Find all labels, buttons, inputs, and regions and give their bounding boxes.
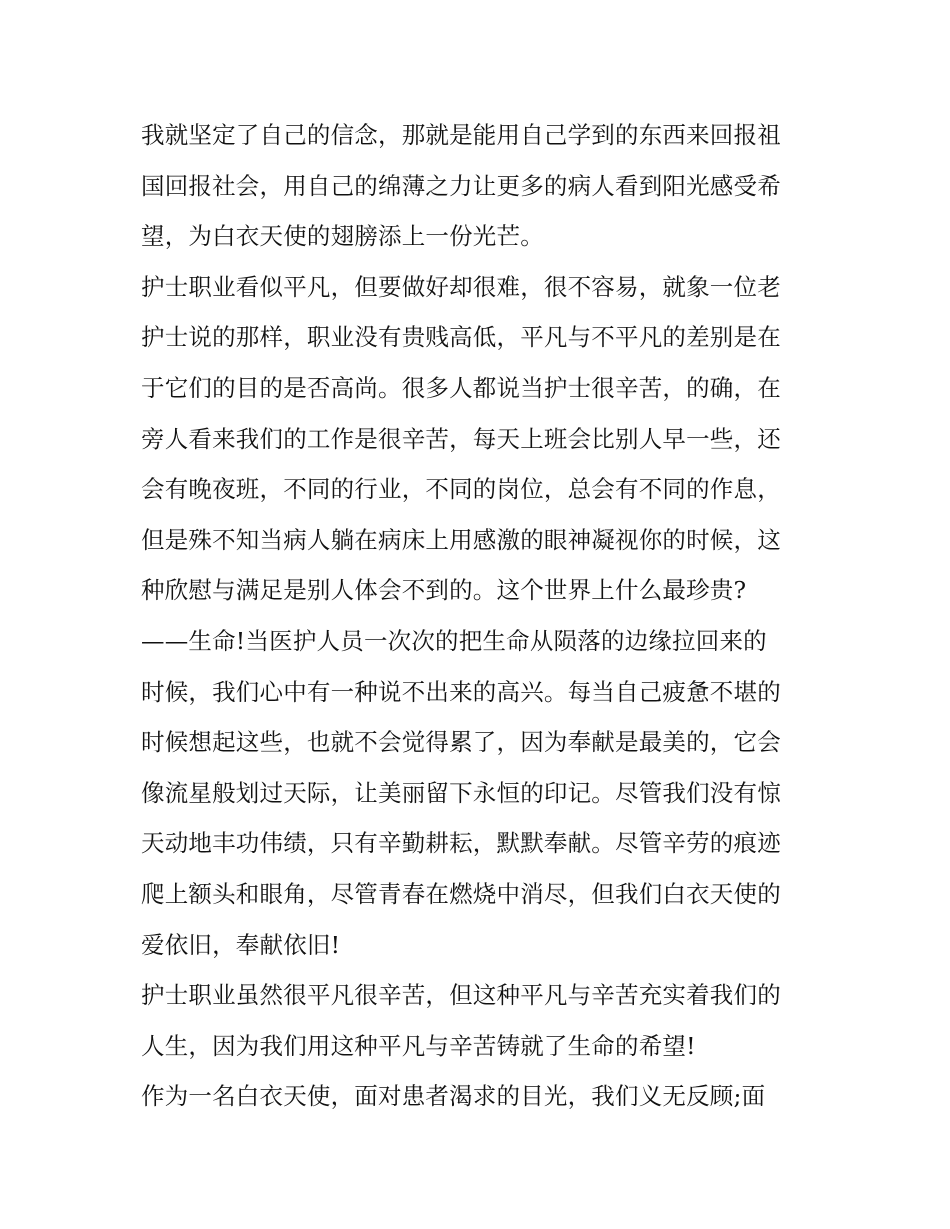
text-line: 时候，我们心中有一种说不出来的高兴。每当自己疲惫不堪的 <box>141 677 781 706</box>
text-line: 作为一名白衣天使，面对患者渴求的目光，我们义无反顾;面 <box>141 1082 766 1111</box>
text-line: 天动地丰功伟绩，只有辛勤耕耘，默默奉献。尽管辛劳的痕迹 <box>141 829 781 858</box>
text-line: 护士职业虽然很平凡很辛苦，但这种平凡与辛苦充实着我们的 <box>141 981 781 1010</box>
text-line: 爬上额头和眼角，尽管青春在燃烧中消尽，但我们白衣天使的 <box>141 879 781 908</box>
text-line: 种欣慰与满足是别人体会不到的。这个世界上什么最珍贵? <box>141 576 747 605</box>
text-line: 会有晚夜班，不同的行业，不同的岗位，总会有不同的作息， <box>141 475 781 504</box>
text-line: 像流星般划过天际，让美丽留下永恒的印记。尽管我们没有惊 <box>141 778 781 807</box>
text-line: 护士职业看似平凡，但要做好却很难，很不容易，就象一位老 <box>141 272 781 301</box>
text-line: 时候想起这些，也就不会觉得累了，因为奉献是最美的，它会 <box>141 728 781 757</box>
text-line: 国回报社会，用自己的绵薄之力让更多的病人看到阳光感受希 <box>141 171 781 200</box>
text-line: 旁人看来我们的工作是很辛苦，每天上班会比别人早一些，还 <box>141 424 781 453</box>
document-text-body <box>141 110 821 1122</box>
text-line: ——生命!当医护人员一次次的把生命从陨落的边缘拉回来的 <box>141 626 767 655</box>
text-line: 于它们的目的是否高尚。很多人都说当护士很辛苦，的确，在 <box>141 373 781 402</box>
text-line: 望，为白衣天使的翅膀添上一份光芒。 <box>141 222 544 251</box>
text-line: 爱依旧，奉献依旧! <box>141 930 341 959</box>
text-line: 人生，因为我们用这种平凡与辛苦铸就了生命的希望! <box>141 1031 696 1060</box>
text-line: 护士说的那样，职业没有贵贱高低，平凡与不平凡的差别是在 <box>141 323 781 352</box>
text-line: 但是殊不知当病人躺在病床上用感激的眼神凝视你的时候，这 <box>141 525 781 554</box>
text-line: 我就坚定了自己的信念，那就是能用自己学到的东西来回报祖 <box>141 121 781 149</box>
